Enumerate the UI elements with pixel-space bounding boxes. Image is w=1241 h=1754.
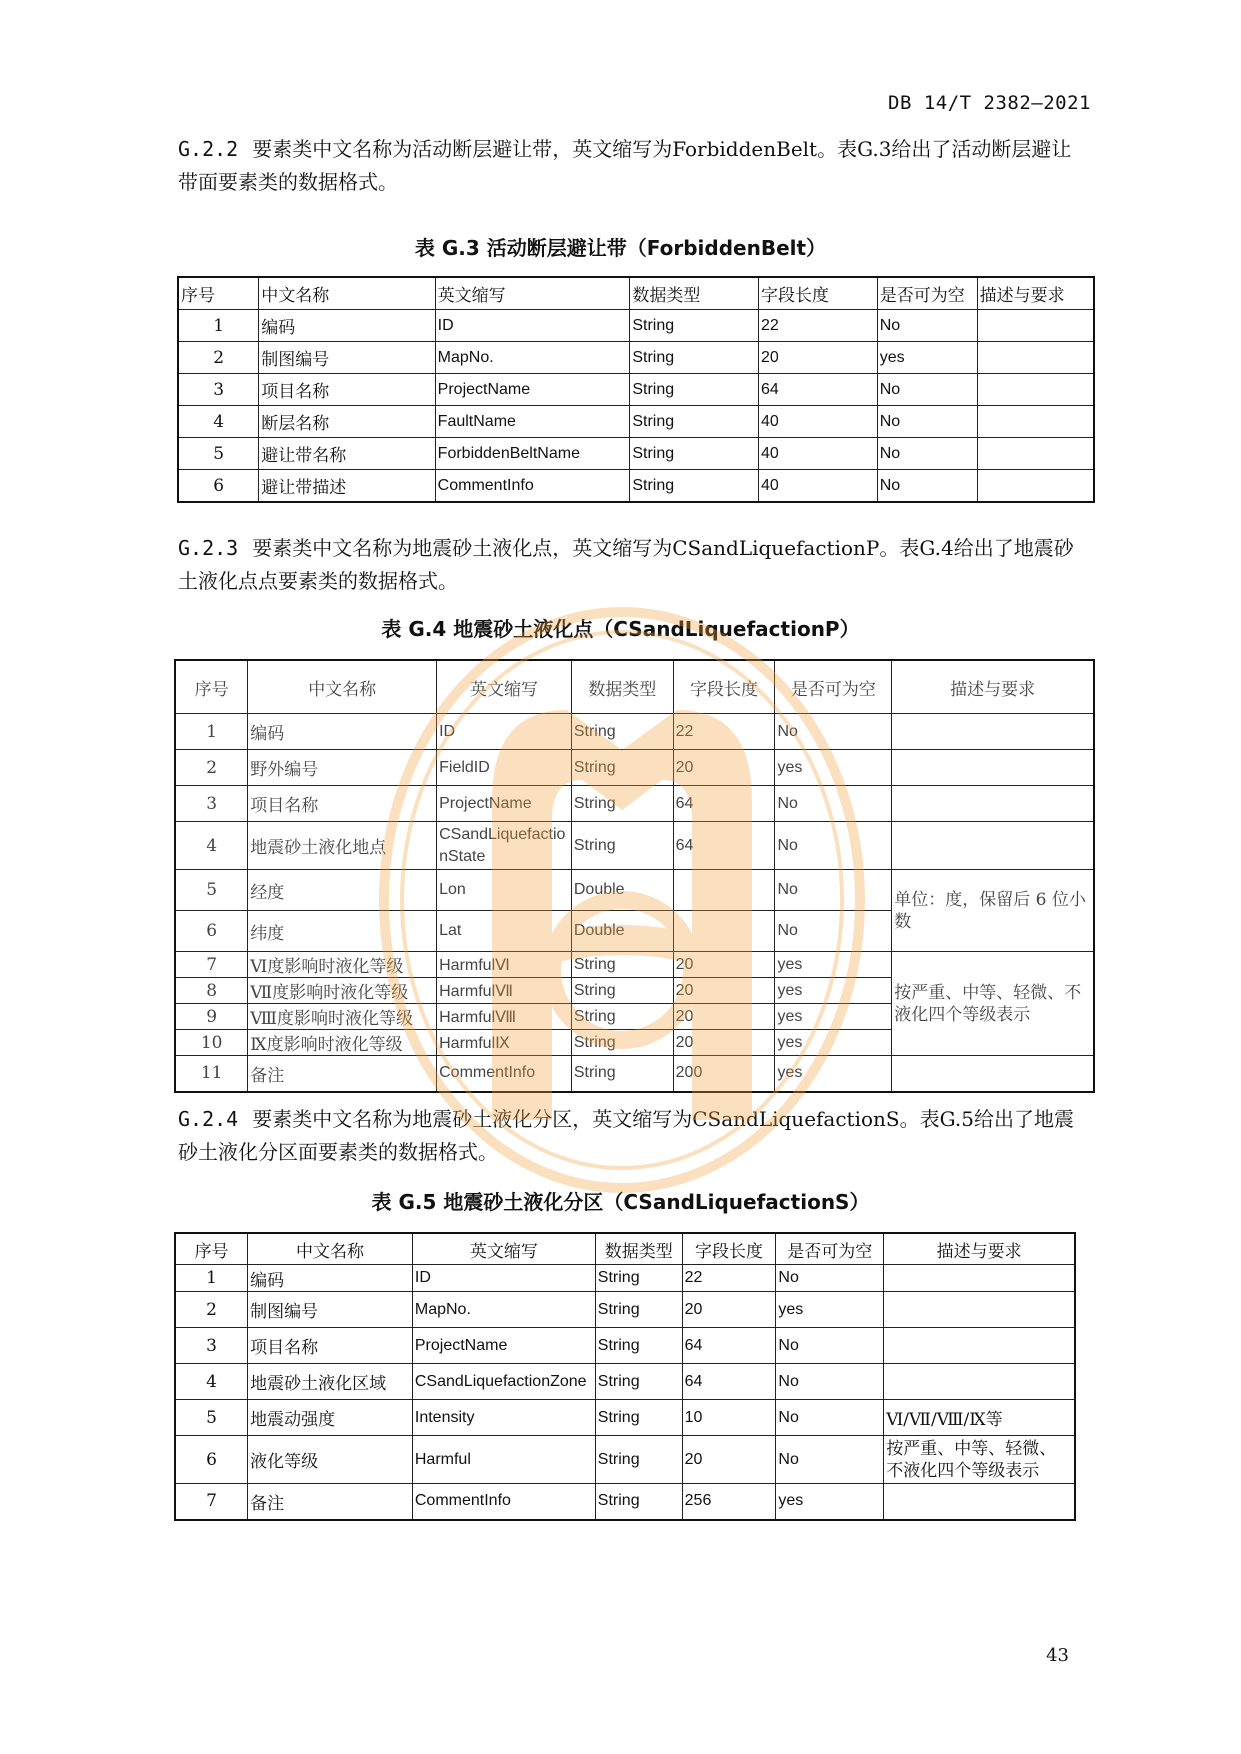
cell-en-abbr: HarmfulⅨ [437,1030,572,1056]
table-row [175,1292,1075,1328]
table-header-row [178,277,1094,310]
cell-nullable: No [775,714,892,750]
cell-type: String [595,1400,682,1436]
cell-type: String [595,1328,682,1364]
cell-seq: 7 [175,952,248,978]
cell-en-abbr: ID [435,310,630,342]
column-header: 英文缩写 [435,277,630,310]
cell-seq: 6 [175,1436,248,1484]
cell-seq: 5 [175,1400,248,1436]
section-number: G.2.4 [178,1107,239,1131]
cell-en-abbr: HarmfulⅦ [437,978,572,1004]
cell-desc [977,310,1094,342]
table-row [175,870,1094,911]
cell-nullable: yes [775,978,892,1004]
cell-en-abbr: ProjectName [412,1328,595,1364]
cell-type: String [630,342,759,374]
cell-en-abbr: Harmful [412,1436,595,1484]
cell-desc [892,750,1094,786]
cell-nullable: No [877,470,977,503]
cell-en-abbr: Intensity [412,1400,595,1436]
cell-cn-name: 野外编号 [248,750,437,786]
cell-cn-name: 项目名称 [248,1328,413,1364]
cell-desc [977,438,1094,470]
cell-length: 64 [673,786,775,822]
cell-desc [884,1484,1075,1520]
cell-cn-name: 编码 [248,714,437,750]
cell-length: 40 [759,470,878,503]
cell-length: 10 [682,1400,776,1436]
table-row [175,786,1094,822]
cell-en-abbr: ID [437,714,572,750]
cell-cn-name: Ⅶ度影响时液化等级 [248,978,437,1004]
cell-length: 22 [682,1265,776,1292]
table-row [178,438,1094,470]
cell-type: String [630,470,759,503]
table-g4-caption: 表 G.4 地震砂土液化点（CSandLiquefactionP） [381,617,860,641]
cell-nullable: No [877,438,977,470]
cell-desc [892,822,1094,870]
cell-seq: 5 [178,438,259,470]
cell-cn-name: Ⅷ度影响时液化等级 [248,1004,437,1030]
table-row [175,1436,1075,1484]
cell-seq: 5 [175,870,248,911]
cell-desc [884,1265,1075,1292]
cell-desc-harmful: 按严重、中等、轻微、不液化四个等级表示 [892,952,1094,1056]
cell-seq: 3 [175,786,248,822]
cell-en-abbr: FieldID [437,750,572,786]
cell-desc [892,714,1094,750]
cell-type: String [595,1484,682,1520]
cell-cn-name: 地震砂土液化地点 [248,822,437,870]
column-header: 中文名称 [248,660,437,714]
cell-type: Double [571,870,673,911]
cell-cn-name: 避让带名称 [259,438,435,470]
cell-en-abbr: CommentInfo [435,470,630,503]
cell-en-abbr: CommentInfo [437,1056,572,1092]
column-header: 描述与要求 [892,660,1094,714]
cell-nullable: No [776,1436,884,1484]
cell-seq: 7 [175,1484,248,1520]
cell-nullable: No [776,1265,884,1292]
cell-type: String [630,438,759,470]
section-text: 要素类中文名称为地震砂土液化分区，英文缩写为CSandLiquefactionS。表G.5给出了地震砂土液化分区面要素类的数据格式。 [178,1107,1074,1164]
table-header-row [175,1233,1075,1265]
cell-length: 64 [673,822,775,870]
cell-seq: 1 [175,714,248,750]
cell-type: Double [571,911,673,952]
cell-nullable: yes [775,1004,892,1030]
cell-nullable: No [775,822,892,870]
cell-en-abbr: MapNo. [412,1292,595,1328]
cell-desc-lonlat: 单位：度，保留后 6 位小数 [892,870,1094,952]
cell-nullable: No [877,406,977,438]
table-row [175,1484,1075,1520]
cell-type: String [571,1030,673,1056]
cell-length: 256 [682,1484,776,1520]
table-row [175,1056,1094,1092]
cell-seq: 11 [175,1056,248,1092]
cell-seq: 3 [175,1328,248,1364]
cell-type: String [571,822,673,870]
cell-type: String [571,978,673,1004]
cell-en-abbr: CSandLiquefactionState [437,822,572,870]
cell-length: 22 [759,310,878,342]
cell-nullable: No [776,1400,884,1436]
document-code: DB 14/T 2382—2021 [888,92,1091,114]
cell-type: String [595,1436,682,1484]
column-header: 字段长度 [682,1233,776,1265]
cell-type: String [571,1056,673,1092]
cell-desc [884,1328,1075,1364]
table-row [178,310,1094,342]
cell-nullable: yes [775,952,892,978]
cell-cn-name: 地震砂土液化区域 [248,1364,413,1400]
page-number: 43 [1046,1645,1069,1666]
cell-seq: 1 [178,310,259,342]
cell-desc [977,406,1094,438]
cell-en-abbr: ForbiddenBeltName [435,438,630,470]
cell-seq: 10 [175,1030,248,1056]
column-header: 中文名称 [248,1233,413,1265]
table-g3 [177,276,1095,503]
cell-length: 20 [759,342,878,374]
cell-type: String [630,406,759,438]
cell-desc [892,1056,1094,1092]
section-number: G.2.3 [178,536,239,560]
cell-cn-name: 避让带描述 [259,470,435,503]
cell-length: 64 [682,1364,776,1400]
cell-type: String [571,1004,673,1030]
cell-desc [884,1364,1075,1400]
cell-nullable: No [775,870,892,911]
cell-desc: Ⅵ/Ⅶ/Ⅷ/Ⅸ等 [884,1400,1075,1436]
cell-nullable: No [775,786,892,822]
cell-cn-name: 项目名称 [259,374,435,406]
cell-nullable: yes [877,342,977,374]
cell-en-abbr: HarmfulⅥ [437,952,572,978]
table-row [178,470,1094,503]
cell-length: 20 [673,1030,775,1056]
cell-seq: 4 [175,1364,248,1400]
cell-nullable: yes [775,1056,892,1092]
cell-seq: 3 [178,374,259,406]
cell-nullable: No [776,1364,884,1400]
section-g-2-2 [178,133,1078,199]
table-row [175,1265,1075,1292]
column-header: 序号 [178,277,259,310]
cell-seq: 2 [178,342,259,374]
cell-en-abbr: Lon [437,870,572,911]
cell-type: String [595,1292,682,1328]
cell-length: 64 [682,1328,776,1364]
table-g5-caption: 表 G.5 地震砂土液化分区（CSandLiquefactionS） [371,1190,870,1214]
cell-length: 20 [673,750,775,786]
cell-seq: 6 [175,911,248,952]
column-header: 数据类型 [571,660,673,714]
column-header: 数据类型 [595,1233,682,1265]
table-row [175,1400,1075,1436]
column-header: 英文缩写 [412,1233,595,1265]
section-text: 要素类中文名称为活动断层避让带，英文缩写为ForbiddenBelt。表G.3给出了活动断层避让带面要素类的数据格式。 [178,137,1072,194]
cell-seq: 8 [175,978,248,1004]
cell-cn-name: 制图编号 [248,1292,413,1328]
cell-seq: 1 [175,1265,248,1292]
cell-seq: 9 [175,1004,248,1030]
cell-en-abbr: MapNo. [435,342,630,374]
cell-length: 20 [682,1292,776,1328]
cell-type: String [595,1364,682,1400]
cell-desc [892,786,1094,822]
cell-cn-name: 项目名称 [248,786,437,822]
cell-cn-name: 纬度 [248,911,437,952]
cell-length: 20 [673,952,775,978]
column-header: 是否可为空 [776,1233,884,1265]
cell-type: String [571,952,673,978]
cell-cn-name: 编码 [248,1265,413,1292]
column-header: 描述与要求 [884,1233,1075,1265]
cell-type: String [595,1265,682,1292]
cell-type: String [630,310,759,342]
section-text: 要素类中文名称为地震砂土液化点，英文缩写为CSandLiquefactionP。表G.4给出了地震砂土液化点点要素类的数据格式。 [178,536,1074,593]
column-header: 字段长度 [759,277,878,310]
cell-en-abbr: ProjectName [437,786,572,822]
table-row [178,342,1094,374]
table-header-row [175,660,1094,714]
cell-length: 22 [673,714,775,750]
cell-cn-name: 备注 [248,1056,437,1092]
cell-nullable: No [776,1328,884,1364]
cell-length: 40 [759,438,878,470]
cell-seq: 2 [175,750,248,786]
cell-cn-name: 编码 [259,310,435,342]
cell-cn-name: 制图编号 [259,342,435,374]
cell-length: 20 [673,1004,775,1030]
cell-type: String [571,786,673,822]
cell-nullable: yes [775,1030,892,1056]
cell-seq: 2 [175,1292,248,1328]
table-row [175,1364,1075,1400]
cell-en-abbr: Lat [437,911,572,952]
cell-en-abbr: FaultName [435,406,630,438]
section-number: G.2.2 [178,137,239,161]
table-g3-caption: 表 G.3 活动断层避让带（ForbiddenBelt） [414,236,827,260]
column-header: 数据类型 [630,277,759,310]
cell-en-abbr: HarmfulⅧ [437,1004,572,1030]
cell-length: 200 [673,1056,775,1092]
cell-nullable: yes [775,750,892,786]
cell-length: 20 [682,1436,776,1484]
cell-en-abbr: ProjectName [435,374,630,406]
cell-en-abbr: CSandLiquefactionZone [412,1364,595,1400]
table-row [175,822,1094,870]
table-g4 [174,659,1095,1093]
cell-nullable: No [877,374,977,406]
cell-length [673,911,775,952]
section-g-2-4 [178,1103,1078,1169]
cell-cn-name: 经度 [248,870,437,911]
cell-nullable: No [775,911,892,952]
cell-length [673,870,775,911]
cell-cn-name: Ⅸ度影响时液化等级 [248,1030,437,1056]
cell-desc [884,1292,1075,1328]
column-header: 是否可为空 [877,277,977,310]
cell-cn-name: 断层名称 [259,406,435,438]
table-row [178,406,1094,438]
column-header: 是否可为空 [775,660,892,714]
cell-length: 20 [673,978,775,1004]
column-header: 序号 [175,1233,248,1265]
cell-nullable: No [877,310,977,342]
column-header: 英文缩写 [437,660,572,714]
cell-type: String [571,714,673,750]
cell-en-abbr: ID [412,1265,595,1292]
column-header: 字段长度 [673,660,775,714]
cell-desc: 按严重、中等、轻微、不液化四个等级表示 [884,1436,1075,1484]
cell-nullable: yes [776,1292,884,1328]
cell-en-abbr: CommentInfo [412,1484,595,1520]
cell-type: String [630,374,759,406]
column-header: 描述与要求 [977,277,1094,310]
section-g-2-3 [178,532,1078,598]
table-row [175,952,1094,978]
table-row [178,374,1094,406]
cell-seq: 6 [178,470,259,503]
column-header: 中文名称 [259,277,435,310]
column-header: 序号 [175,660,248,714]
cell-type: String [571,750,673,786]
cell-cn-name: Ⅵ度影响时液化等级 [248,952,437,978]
cell-seq: 4 [178,406,259,438]
cell-cn-name: 液化等级 [248,1436,413,1484]
cell-length: 40 [759,406,878,438]
cell-cn-name: 地震动强度 [248,1400,413,1436]
table-row [175,714,1094,750]
table-row [175,750,1094,786]
cell-desc [977,470,1094,503]
cell-desc [977,374,1094,406]
cell-length: 64 [759,374,878,406]
cell-cn-name: 备注 [248,1484,413,1520]
table-row [175,1328,1075,1364]
table-g5 [174,1232,1076,1521]
cell-desc [977,342,1094,374]
cell-seq: 4 [175,822,248,870]
cell-nullable: yes [776,1484,884,1520]
